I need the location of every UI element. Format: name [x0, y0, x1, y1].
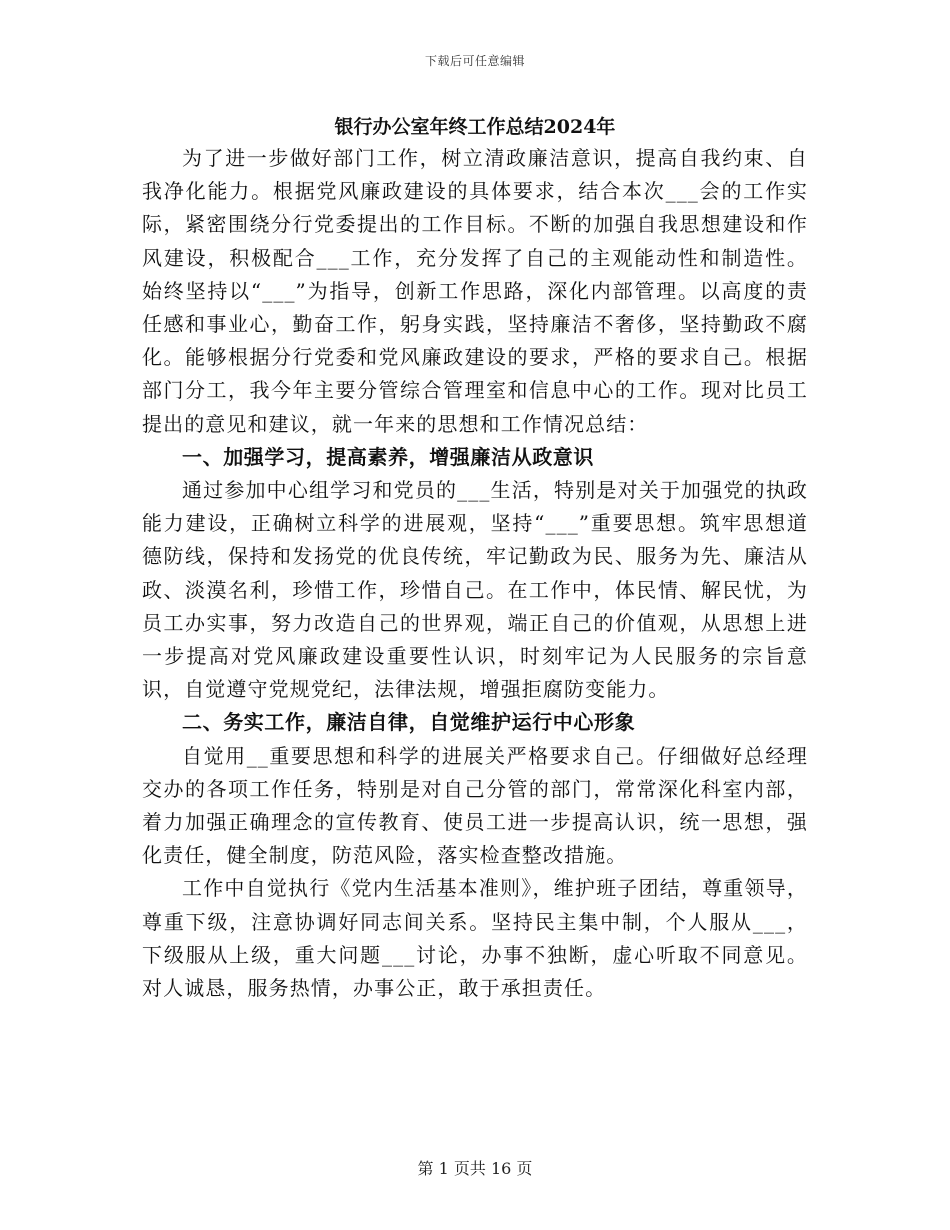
section-2-paragraph-1: 自觉用__重要思想和科学的进展关严格要求自己。仔细做好总经理交办的各项工作任务，特别是对自己分管的部门，常常深化科室内部，着力加强正确理念的宣传教育、使员工进一步提高认识，统一思想，强化责任，健全制度，防范风险，落实检查整改措施。 [142, 743, 808, 868]
section-heading-1: 一、加强学习，提高素养，增强廉洁从政意识 [182, 444, 594, 469]
section-heading-2: 二、务实工作，廉洁自律，自觉维护运行中心形象 [182, 710, 636, 735]
header-note: 下载后可任意编辑 [424, 54, 525, 68]
section-1-paragraph: 通过参加中心组学习和党员的___生活，特别是对关于加强党的执政能力建设，正确树立科学的进展观，坚持“___”重要思想。筑牢思想道德防线，保持和发扬党的优良传统，牢记勤政为民、服务为先、廉洁从政、淡漠名利，珍惜工作，珍惜自己。在工作中，体民情、解民忧，为员工办实事，努力改造自己的世界观，端正自己的价值观，从思想上进一步提高对党风廉政建设重要性认识，时刻牢记为人民服务的宗旨意识，自觉遵守党规党纪，法律法规，增强拒腐防变能力。 [142, 478, 808, 702]
section-2-paragraph-2: 工作中自觉执行《党内生活基本准则》，维护班子团结，尊重领导，尊重下级，注意协调好同志间关系。坚持民主集中制，个人服从___，下级服从上级，重大问题___讨论，办事不独断，虚心听取不同意见。对人诚恳，服务热情，办事公正，敢于承担责任。 [142, 876, 808, 1001]
page-number: 第 1 页共 16 页 [417, 1159, 533, 1178]
document-title: 银行办公室年终工作总结2024年 [334, 116, 616, 138]
intro-paragraph: 为了进一步做好部门工作，树立清政廉洁意识，提高自我约束、自我净化能力。根据党风廉政建设的具体要求，结合本次___会的工作实际，紧密围绕分行党委提出的工作目标。不断的加强自我思想建设和作风建设，积极配合___工作，充分发挥了自己的主观能动性和制造性。始终坚持以“___”为指导，创新工作思路，深化内部管理。以高度的责任感和事业心，勤奋工作，躬身实践，坚持廉洁不奢侈，坚持勤政不腐化。能够根据分行党委和党风廉政建设的要求，严格的要求自己。根据部门分工，我今年主要分管综合管理室和信息中心的工作。现对比员工提出的意见和建议，就一年来的思想和工作情况总结： [142, 146, 808, 436]
document-body [142, 112, 808, 1005]
